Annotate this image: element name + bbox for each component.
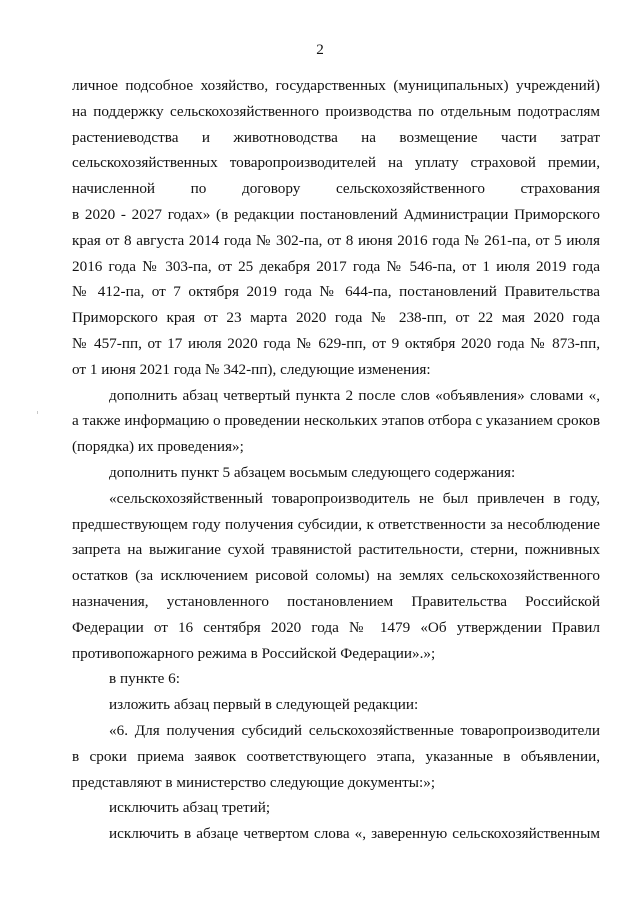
text-line: изложить абзац первый в следующей редакции: <box>109 696 419 714</box>
text-line: начисленной по договору сельскохозяйственного страхования <box>72 180 600 198</box>
text-line: «сельскохозяйственный товаропроизводитель не был привлечен в году, <box>109 489 600 507</box>
text-line: в 2020 - 2027 годах» (в редакции постановлений Администрации Приморского <box>72 205 600 223</box>
text-line: остатков (за исключением рисовой соломы) на землях сельскохозяйственного <box>72 567 600 585</box>
scan-artifact <box>37 411 38 414</box>
text-line: сельскохозяйственных товаропроизводителей на уплату страховой премии, <box>72 154 600 172</box>
text-line: на поддержку сельскохозяйственного производства по отдельным подотраслям <box>72 102 600 120</box>
document-body <box>72 73 600 847</box>
text-line: Приморского края от 23 марта 2020 года № 238-пп, от 22 мая 2020 года <box>72 309 600 327</box>
text-line: № 412-па, от 7 октября 2019 года № 644-па, постановлений Правительства <box>72 283 600 301</box>
text-line: в сроки приема заявок соответствующего этапа, указанные в объявлении, <box>72 747 600 765</box>
text-line: дополнить пункт 5 абзацем восьмым следующего содержания: <box>109 463 516 481</box>
page-number: 2 <box>316 41 324 58</box>
text-line: противопожарного режима в Российской Федерации».»; <box>72 644 436 662</box>
text-line: а также информацию о проведении нескольких этапов отбора с указанием сроков <box>72 412 600 430</box>
text-line: представляют в министерство следующие документы:»; <box>72 773 436 791</box>
text-line: запрета на выжигание сухой травянистой растительности, стерни, пожнивных <box>72 541 600 559</box>
text-line: 2016 года № 303-па, от 25 декабря 2017 года № 546-па, от 1 июля 2019 года <box>72 257 600 275</box>
text-line: Федерации от 16 сентября 2020 года № 1479 «Об утверждении Правил <box>72 618 600 636</box>
text-line: «6. Для получения субсидий сельскохозяйственные товаропроизводители <box>109 721 600 739</box>
text-line: от 1 июня 2021 года № 342-пп), следующие изменения: <box>72 360 431 378</box>
text-line: дополнить абзац четвертый пункта 2 после слов «объявления» словами «, <box>109 386 600 404</box>
text-line: № 457-пп, от 17 июля 2020 года № 629-пп, от 9 октября 2020 года № 873-пп, <box>72 334 600 352</box>
text-line: в пункте 6: <box>109 670 180 688</box>
text-line: личное подсобное хозяйство, государственных (муниципальных) учреждений) <box>72 77 600 94</box>
text-line: исключить абзац третий; <box>109 799 271 817</box>
text-line: (порядка) их проведения»; <box>72 438 244 456</box>
text-line: предшествующем году получения субсидии, к ответственности за несоблюдение <box>72 515 600 533</box>
text-line: исключить в абзаце четвертом слова «, заверенную сельскохозяйственным <box>109 825 600 843</box>
text-line: растениеводства и животноводства на возмещение части затрат <box>72 128 600 146</box>
text-line: назначения, установленного постановлением Правительства Российской <box>72 592 600 610</box>
text-line: края от 8 августа 2014 года № 302-па, от 8 июня 2016 года № 261-па, от 5 июля <box>72 231 600 249</box>
